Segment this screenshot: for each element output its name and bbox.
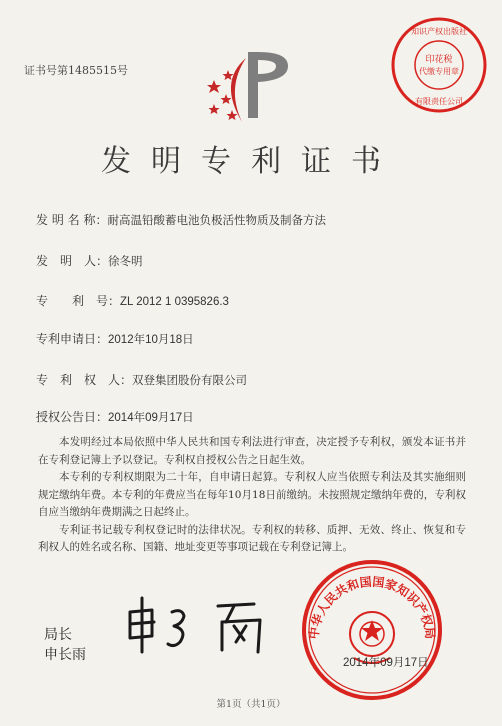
director-title: 局长 [44, 626, 72, 642]
field-label: 授权公告日： [36, 410, 109, 424]
field-value: 双登集团股份有限公司 [132, 375, 248, 387]
issue-date: 2014年09月17日 [343, 657, 429, 669]
body-paragraph: 专利证书记载专利权登记时的法律状况。专利权的转移、质押、无效、终止、恢复和专利权人的姓名或名称、国籍、地址变更等事项记载在专利登记簿上。 [38, 523, 466, 553]
body-paragraph: 本发明经过本局依照中华人民共和国专利法进行审查，决定授予专利权，颁发本证书并在专利登记簿上予以登记。专利权自授权公告之日起生效。 [38, 436, 466, 466]
svg-text:中华人民共和国国家知识产权局: 中华人民共和国国家知识产权局 [306, 574, 438, 640]
svg-text:代缴专用章: 代缴专用章 [419, 67, 459, 76]
field-invention-name [36, 211, 326, 228]
field-value: 2012年10月18日 [108, 334, 194, 346]
field-value: 2014年09月17日 [108, 412, 194, 424]
field-grant-date [36, 408, 194, 425]
field-value: 徐冬明 [108, 256, 143, 268]
field-label: 专 利 权 人： [36, 373, 133, 387]
certificate-body [38, 434, 466, 557]
field-value: 耐高温铅酸蓄电池负极活性物质及制备方法 [107, 215, 326, 227]
svg-text:印花税: 印花税 [425, 55, 453, 65]
field-patent-number [36, 292, 229, 309]
body-paragraph: 本专利的专利权期限为二十年，自申请日起算。专利权人应当依照专利法及其实施细则规定缴纳年费。本专利的年费应当在每年10月18日前缴纳。未按照规定缴纳年费的，专利权自应当缴纳年费期满之日起终止。 [38, 471, 466, 518]
stamp-duty-seal-icon [388, 14, 490, 116]
certificate-number: 证书号第1485515号 [24, 64, 128, 77]
director-signature [122, 590, 282, 660]
certificate-title: 发明专利证书 [101, 144, 401, 179]
official-seal-icon [300, 558, 444, 702]
field-patentee [36, 371, 247, 388]
patent-office-emblem-icon [196, 48, 296, 126]
svg-text:知识产权出版社: 知识产权出版社 [411, 27, 467, 36]
field-label: 发 明 名 称： [36, 213, 108, 227]
field-label: 专 利 号： [36, 294, 121, 308]
field-label: 专利申请日： [36, 332, 109, 346]
svg-text:有限责任公司: 有限责任公司 [415, 97, 463, 106]
field-inventor [36, 252, 143, 269]
field-application-date [36, 330, 194, 347]
field-label: 发 明 人： [36, 254, 109, 268]
field-value: ZL 2012 1 0395826.3 [120, 296, 229, 308]
page-footer: 第1页（共1页） [216, 699, 286, 710]
director-name: 申长雨 [44, 646, 86, 662]
